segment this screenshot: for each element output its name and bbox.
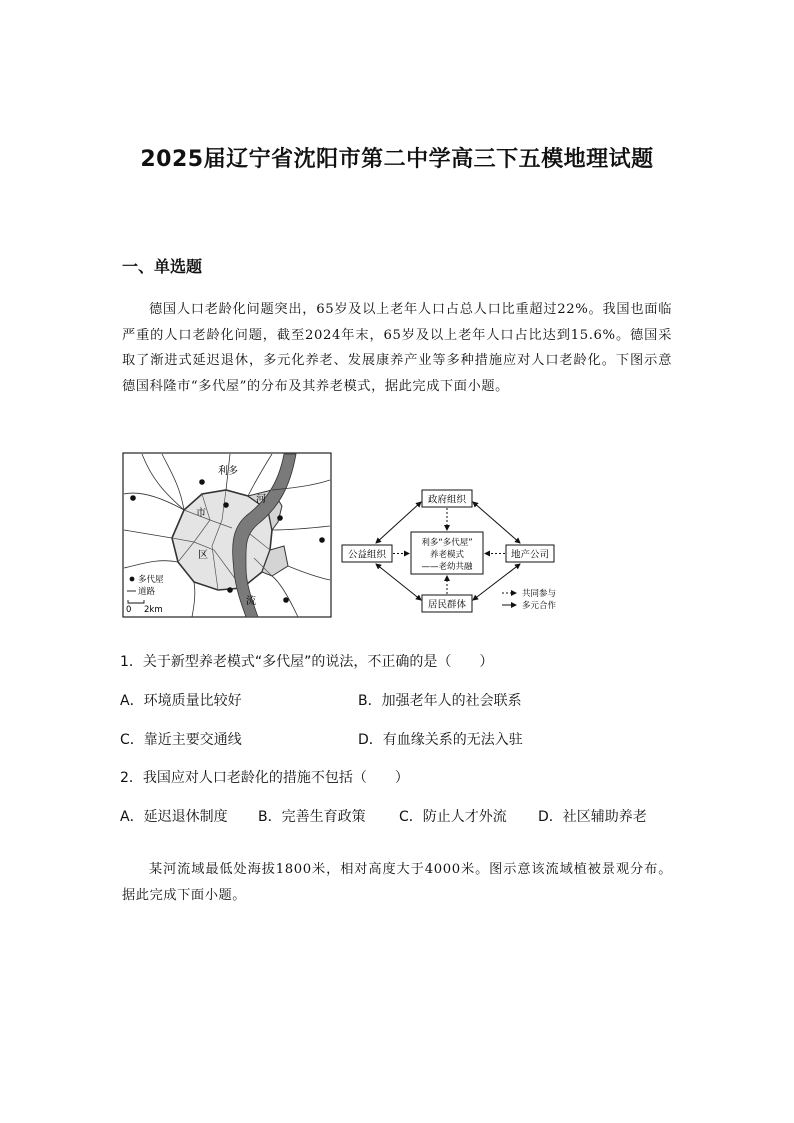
- passage-1: 德国人口老龄化问题突出，65岁及以上老年人口占总人口比重超过22%。我国也面临严重的人口老龄化问题，截至2024年末，65岁及以上老年人口占比达到15.6%。德国采取了渐进式延迟退休，多元化养老、发展康养产业等多种措施应对人口老龄化。下图示意德国科隆市“多代屋”的分布及其养老模式，据此完成下面小题。: [122, 302, 672, 394]
- point: [277, 515, 283, 521]
- q2-option-b[interactable]: B．完善生育政策: [258, 809, 366, 825]
- map-label-shi: 市: [196, 508, 206, 519]
- map-label-liu: 流: [246, 596, 256, 607]
- q1-option-d[interactable]: D．有血缘关系的无法入驻: [358, 732, 523, 748]
- q2-option-d[interactable]: D．社区辅助养老: [538, 809, 647, 825]
- q1-stem: 1．关于新型养老模式“多代屋”的说法，不正确的是（ ）: [120, 654, 494, 670]
- point: [130, 495, 136, 501]
- point: [319, 537, 325, 543]
- point: [227, 587, 233, 593]
- diagram-center-line1: 利多“多代屋”: [421, 538, 473, 548]
- map-label-qu: 区: [198, 550, 208, 561]
- pension-model-diagram: [342, 490, 557, 612]
- page-title: 2025届辽宁省沈阳市第二中学高三下五模地理试题: [140, 147, 654, 172]
- legend-point-label: 多代屋: [138, 575, 164, 585]
- map-label-lixiang: 利多: [218, 466, 238, 477]
- q1-option-b[interactable]: B．加强老年人的社会联系: [358, 693, 522, 709]
- point: [283, 597, 289, 603]
- passage-2: 某河流域最低处海拔1800米，相对高度大于4000米。图示意该流域植被景观分布。据此完成下面小题。: [122, 862, 672, 903]
- diagram-center-line3: ——老幼共融: [421, 562, 473, 572]
- figure: [122, 450, 582, 620]
- legend-point-icon: [130, 577, 135, 582]
- scale-2km: 2km: [144, 605, 163, 615]
- q2-stem: 2．我国应对人口老龄化的措施不包括（ ）: [120, 770, 409, 786]
- q1-option-a[interactable]: A．环境质量比较好: [120, 693, 242, 709]
- point: [223, 502, 229, 508]
- diagram-left: 公益组织: [347, 549, 387, 561]
- diagram-center-line2: 养老模式: [429, 550, 465, 560]
- legend-dotted-label: 共同参与: [522, 589, 557, 599]
- legend-solid-label: 多元合作: [522, 601, 557, 611]
- legend-road-label: 道路: [138, 587, 156, 597]
- point: [199, 479, 205, 485]
- diagram-bottom: 居民群体: [427, 599, 467, 611]
- diagram-right: 地产公司: [510, 549, 550, 561]
- map-label-he: 河: [256, 494, 266, 505]
- q1-option-c[interactable]: C．靠近主要交通线: [120, 732, 242, 748]
- city-map: [123, 453, 331, 617]
- figure-svg: [122, 450, 582, 620]
- diagram-top: 政府组织: [427, 494, 467, 506]
- q2-option-c[interactable]: C．防止人才外流: [399, 809, 507, 825]
- q2-option-a[interactable]: A．延迟退休制度: [120, 809, 228, 825]
- section-heading: 一、单选题: [122, 257, 203, 276]
- scale-0: 0: [126, 605, 132, 615]
